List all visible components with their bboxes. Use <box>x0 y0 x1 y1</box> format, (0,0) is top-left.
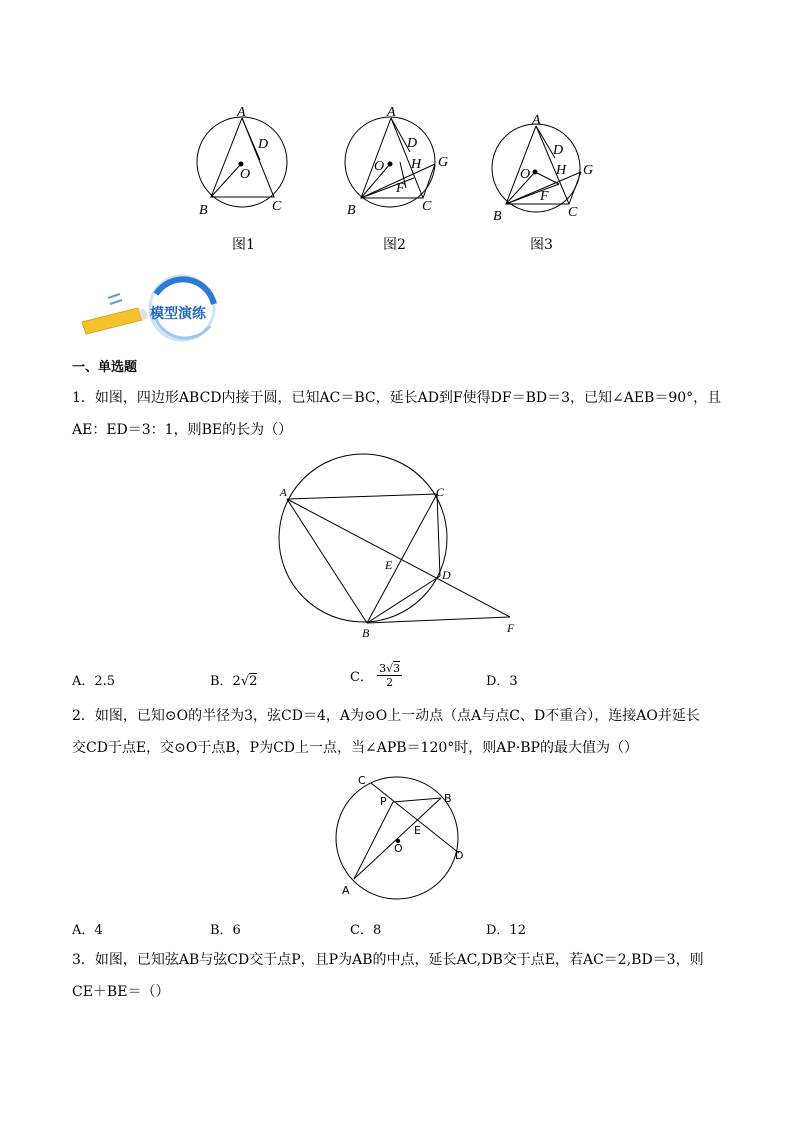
q1-line1: 1．如图，四边形ABCD内接于圆，已知AC＝BC，延长AD到F使得DF＝BD＝3，已知∠AEB＝90°，且 <box>72 390 722 406</box>
fig1-O: O <box>240 167 251 182</box>
q1-fraction <box>377 662 402 689</box>
fig1-caption: 图1 <box>232 237 255 253</box>
badge-label: 模型演练 <box>150 306 206 322</box>
q1-A: A <box>280 487 287 499</box>
q1-choice-a[interactable]: A．2.5 <box>72 674 116 689</box>
q3-line1: 3．如图，已知弦AB与弦CD交于点P，且P为AB的中点，延长AC,DB交于点E，若AC＝2,BD＝3，则 <box>72 952 704 968</box>
q2-E: E <box>414 824 421 837</box>
fig2-B: B <box>347 203 356 218</box>
q2-line2: 交CD于点E，交⊙O于点B，P为CD上一点，当∠APB＝120°时，则AP·BP的最大值为（） <box>72 740 638 756</box>
q1-choice-d[interactable]: D．3 <box>486 674 518 689</box>
q2-figure <box>330 768 470 903</box>
q2-A: A <box>342 884 350 897</box>
q1-line2: AE：ED＝3：1，则BE的长为（） <box>72 422 293 438</box>
q2-choice-d[interactable]: D．12 <box>486 923 526 938</box>
q1-D: D <box>442 568 451 582</box>
fig3-C: C <box>568 205 578 220</box>
fig3-A: A <box>532 113 541 128</box>
q1-choice-c[interactable] <box>350 662 402 689</box>
fig2-O: O <box>374 159 385 174</box>
q2-O: O <box>394 842 403 855</box>
fig3-H: H <box>556 163 567 178</box>
q2-B: B <box>444 792 452 805</box>
q1-choice-b[interactable] <box>210 670 257 689</box>
fig2-F: F <box>396 181 405 196</box>
q1-fraction-num: 3√3 <box>379 662 401 675</box>
fig3-D: D <box>553 143 564 158</box>
q2-choice-c[interactable]: C．8 <box>350 923 382 938</box>
fig2-H: H <box>411 157 422 172</box>
q2-D: D <box>455 849 464 862</box>
q1-F: F <box>507 621 515 635</box>
q1-fraction-den: 2 <box>386 676 394 689</box>
q2-line1: 2．如图，已知⊙O的半径为3，弦CD＝4，A为⊙O上一动点（点A与点C、D不重合），连接AO并延长 <box>72 708 700 724</box>
fig3-G: G <box>583 163 594 178</box>
figure-2 <box>340 102 455 222</box>
q1-E: E <box>385 558 393 572</box>
fig2-caption: 图2 <box>383 237 406 253</box>
q1-choice-b-prefix: B．2 <box>210 674 241 689</box>
q2-choice-b[interactable]: B．6 <box>210 923 241 938</box>
sqrt-symbol: √ <box>240 674 250 689</box>
fig3-caption: 图3 <box>530 237 553 253</box>
fig1-C: C <box>272 199 282 214</box>
fig1-A: A <box>237 105 246 120</box>
fig2-G: G <box>438 155 449 170</box>
q2-C: C <box>358 774 366 787</box>
figure-1 <box>190 104 300 224</box>
figure-3 <box>486 110 601 225</box>
q1-choice-c-prefix: C． <box>350 670 373 685</box>
fig3-B: B <box>493 209 502 224</box>
fig1-B: B <box>199 203 208 218</box>
q1-figure <box>270 452 530 647</box>
q1-choice-b-radicand: 2 <box>249 674 258 689</box>
fig2-A: A <box>387 105 396 120</box>
fig3-O: O <box>520 167 531 182</box>
fig1-D: D <box>258 137 269 152</box>
fig2-C: C <box>422 199 432 214</box>
fig2-D: D <box>407 136 418 151</box>
q2-P: P <box>380 795 387 808</box>
q3-line2: CE＋BE＝（） <box>72 984 170 1000</box>
section-title: 一、单选题 <box>72 360 138 375</box>
q1-C: C <box>436 485 445 499</box>
fig3-F: F <box>540 189 549 204</box>
q1-B: B <box>362 626 370 640</box>
q2-choice-a[interactable]: A．4 <box>72 923 103 938</box>
